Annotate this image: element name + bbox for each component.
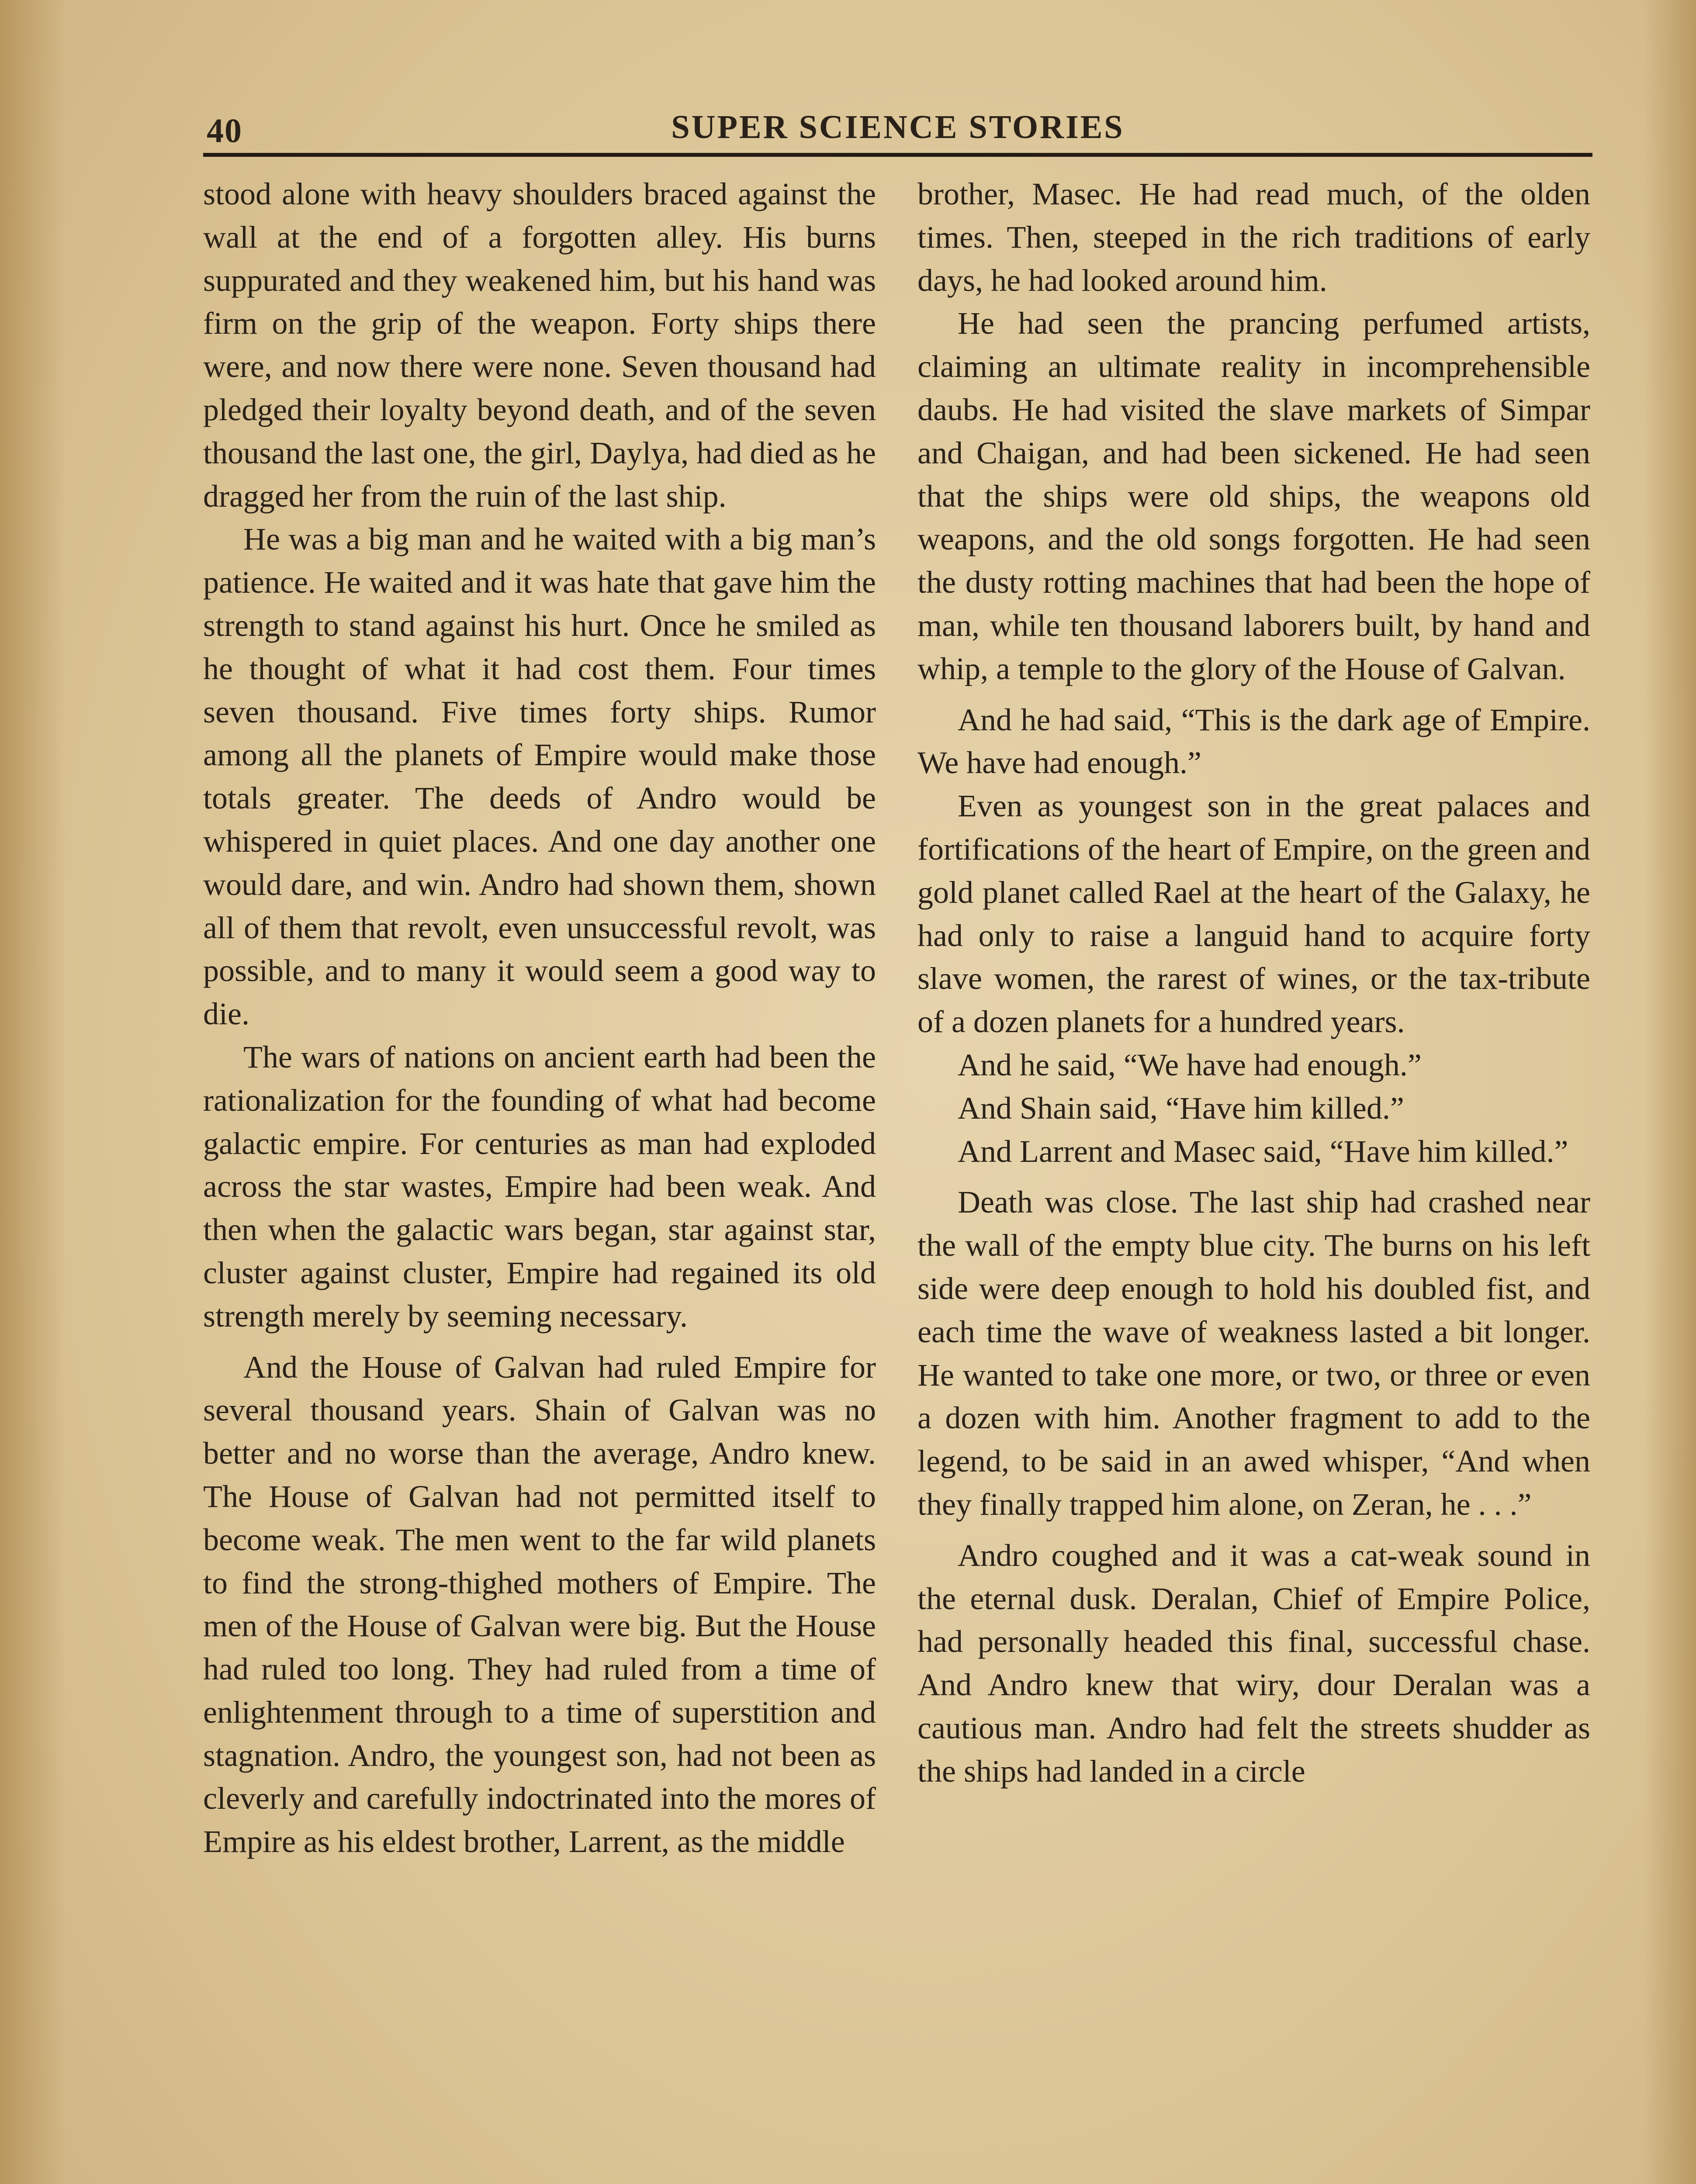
paragraph: Even as youngest son in the great palaces and fortifications of the heart of Empire, on the green and gold planet called Rael at the heart of the Galaxy, he had only to raise a languid hand to acquire forty slave women, the rarest of wines, or the tax-tribute of a dozen planets for a hundred years. bbox=[917, 788, 1590, 1040]
paragraph: He had seen the prancing perfumed artists, claiming an ultimate reality in incomprehensible daubs. He had visited the slave markets of Simpar and Chaigan, and had been sickened. He had seen that the ships were old ships, the weapons old weapons, and the old songs forgotten. He had seen the dusty rotting machines that had been the hope of man, while ten thousand laborers built, by hand and whip, a temple to the glory of the House of Galvan. bbox=[917, 306, 1590, 686]
text-column-left bbox=[203, 173, 876, 1863]
page-shadow-left bbox=[0, 0, 66, 2184]
paragraph: And he said, “We have had enough.” bbox=[958, 1047, 1422, 1082]
paragraph: And Larrent and Masec said, “Have him killed.” bbox=[958, 1133, 1568, 1169]
text-column-right bbox=[917, 173, 1590, 1793]
header-rule bbox=[203, 153, 1592, 157]
paragraph: And the House of Galvan had ruled Empire for several thousand years. Shain of Galvan was no better and no worse than the average, Andro knew. The House of Galvan had not permitted itself to become weak. The men went to the far wild planets to find the strong-thighed mothers of Empire. The men of the House of Galvan were big. But the House had ruled too long. They had ruled from a time of enlightenment through to a time of superstition and stagnation. Andro, the youngest son, had not been as cleverly and carefully indoctrinated into the mores of Empire as his eldest brother, Larrent, as the middle bbox=[203, 1349, 876, 1859]
paragraph: stood alone with heavy shoulders braced against the wall at the end of a forgotten alley. His burns suppurated and they weakened him, but his hand was firm on the grip of the weapon. Forty ships there were, and now there were none. Seven thousand had pledged their loyalty beyond death, and of the seven thousand the last one, the girl, Daylya, had died as he dragged her from the ruin of the last ship. bbox=[203, 176, 876, 514]
paragraph: Death was close. The last ship had crashed near the wall of the empty blue city. The burns on his left side were deep enough to hold his doubled fist, and each time the wave of weakness lasted a bit longer. He wanted to take one more, or two, or three or even a dozen with him. Another fragment to add to the legend, to be said in an awed whisper, “And when they finally trapped him alone, on Zeran, he . . .” bbox=[917, 1185, 1590, 1522]
page-header bbox=[203, 104, 1592, 156]
running-title: SUPER SCIENCE STORIES bbox=[671, 109, 1125, 145]
page-shadow-right bbox=[1644, 0, 1696, 2184]
paragraph: brother, Masec. He had read much, of the olden times. Then, steeped in the rich traditions of early days, he had looked around him. bbox=[917, 176, 1590, 298]
paragraph: The wars of nations on ancient earth had been the rationalization for the founding of what had become galactic empire. For centuries as man had exploded across the star wastes, Empire had been weak. And then when the galactic wars began, star against star, cluster against cluster, Empire had regained its old strength merely by seeming necessary. bbox=[203, 1039, 876, 1334]
paragraph: And he had said, “This is the dark age of Empire. We have had enough.” bbox=[917, 702, 1590, 781]
paragraph: And Shain said, “Have him killed.” bbox=[958, 1090, 1404, 1126]
page-number: 40 bbox=[207, 111, 242, 149]
paragraph: He was a big man and he waited with a big man’s patience. He waited and it was hate that gave him the strength to stand against his hurt. Once he smiled as he thought of what it had cost them. Four times seven thousand. Five times forty ships. Rumor among all the planets of Empire would make those totals greater. The deeds of Andro would be whispered in quiet places. And one day another one would dare, and win. Andro had shown them, shown all of them that revolt, even unsuccessful revolt, was possible, and to many it would seem a good way to die. bbox=[203, 522, 876, 1032]
paragraph: Andro coughed and it was a cat-weak sound in the eternal dusk. Deralan, Chief of Empire Police, had personally headed this final, successful chase. And Andro knew that wiry, dour Deralan was a cautious man. Andro had felt the streets shudder as the ships had landed in a circle bbox=[917, 1538, 1590, 1789]
